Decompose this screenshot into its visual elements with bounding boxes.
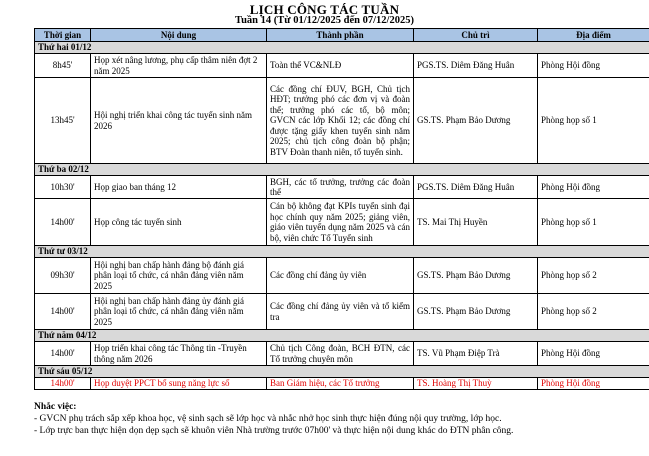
table-row bbox=[35, 54, 649, 78]
event-place: Phòng họp số 2 bbox=[538, 258, 649, 294]
event-participants: Các đồng chí đảng ủy viên bbox=[267, 258, 414, 294]
event-time: 14h00' bbox=[35, 199, 91, 246]
event-time: 8h45' bbox=[35, 54, 91, 78]
day-label: Thứ sáu 05/12 bbox=[35, 366, 649, 378]
day-label: Thứ năm 04/12 bbox=[35, 330, 649, 342]
event-chair: GS.TS. Phạm Bảo Dương bbox=[414, 78, 538, 164]
table-row bbox=[35, 176, 649, 199]
day-label: Thứ ba 02/12 bbox=[35, 164, 649, 176]
table-header-row bbox=[35, 29, 649, 42]
event-chair: PGS.TS. Diêm Đăng Huân bbox=[414, 176, 538, 199]
reminder-item: - GVCN phụ trách sắp xếp khoa học, vệ sinh sạch sẽ lớp học và nhắc nhở học sinh thực hiện đúng nội quy trường, lớp học. bbox=[34, 414, 502, 424]
reminder-item: - Lớp trực ban thực hiện dọn dẹp sạch sẽ khuôn viên Nhà trường trước 07h00' và thực hiện nội dung khác do ĐTN phân công. bbox=[34, 426, 514, 436]
event-time: 14h00' bbox=[35, 342, 91, 366]
week-subtitle: Tuần 14 (Từ 01/12/2025 đến 07/12/2025) bbox=[235, 15, 414, 26]
day-label: Thứ hai 01/12 bbox=[35, 42, 649, 54]
event-chair: TS. Mai Thị Huyền bbox=[414, 199, 538, 246]
event-content: Hội nghị ban chấp hành đảng bộ đánh giá phân loại tổ chức, cá nhân đảng viên năm 2025 bbox=[91, 258, 267, 294]
schedule-table bbox=[34, 28, 649, 390]
event-content: Hội nghị ban chấp hành đảng ủy đánh giá phân loại tổ chức, cá nhân đảng viên năm 2025 bbox=[91, 294, 267, 330]
event-content: Họp công tác tuyển sinh bbox=[91, 199, 267, 246]
event-chair: GS.TS. Phạm Bảo Dương bbox=[414, 294, 538, 330]
event-participants: Các đồng chí đảng ủy viên và tổ kiểm tra bbox=[267, 294, 414, 330]
event-content: Họp triển khai công tác Thông tin -Truyền thông năm 2026 bbox=[91, 342, 267, 366]
table-row bbox=[35, 294, 649, 330]
event-place: Phòng Hội đồng bbox=[538, 176, 649, 199]
event-content: Họp giao ban tháng 12 bbox=[91, 176, 267, 199]
event-chair: TS. Hoàng Thị Thuỳ bbox=[414, 378, 538, 390]
event-participants: Ban Giám hiệu, các Tổ trưởng bbox=[267, 378, 414, 390]
event-time: 14h00' bbox=[35, 378, 91, 390]
event-content: Họp duyệt PPCT bổ sung năng lực số bbox=[91, 378, 267, 390]
table-row-highlighted bbox=[35, 378, 649, 390]
event-time: 09h30' bbox=[35, 258, 91, 294]
day-row-tuesday bbox=[35, 164, 649, 176]
event-place: Phòng họp số 1 bbox=[538, 199, 649, 246]
event-place: Phòng họp số 1 bbox=[538, 78, 649, 164]
event-time: 14h00' bbox=[35, 294, 91, 330]
table-row bbox=[35, 258, 649, 294]
day-label: Thứ tư 03/12 bbox=[35, 246, 649, 258]
col-header-time: Thời gian bbox=[35, 29, 91, 42]
event-participants: Toàn thể VC&NLĐ bbox=[267, 54, 414, 78]
col-header-participants: Thành phần bbox=[267, 29, 414, 42]
event-content: Họp xét nâng lương, phụ cấp thâm niên đợt 2 năm 2025 bbox=[91, 54, 267, 78]
event-participants: Cán bộ không đạt KPIs tuyển sinh đại học chính quy năm 2025; giảng viên, giáo viên tuyển dụng năm 2025 và cán bộ, viên chức Tổ Tuyển sinh bbox=[267, 199, 414, 246]
col-header-chair: Chủ trì bbox=[414, 29, 538, 42]
day-row-thursday bbox=[35, 330, 649, 342]
event-place: Phòng họp số 2 bbox=[538, 294, 649, 330]
event-chair: GS.TS. Phạm Bảo Dương bbox=[414, 258, 538, 294]
event-participants: Các đồng chí ĐUV, BGH, Chủ tịch HĐT; trưởng phó các đơn vị và đoàn thể; trưởng phó các tổ, bộ môn; GVCN các lớp Khối 12; các đồng chí được tặng giấy khen tuyển sinh năm 2025; chủ tịch công đoàn bộ phận; BTV Đoàn thanh niên, tổ tuyển sinh. bbox=[267, 78, 414, 164]
day-row-friday bbox=[35, 366, 649, 378]
event-time: 13h45' bbox=[35, 78, 91, 164]
event-place: Phòng Hội đồng bbox=[538, 378, 649, 390]
table-row bbox=[35, 199, 649, 246]
event-chair: PGS.TS. Diêm Đăng Huân bbox=[414, 54, 538, 78]
reminders-section bbox=[34, 401, 646, 437]
event-place: Phòng Hội đồng bbox=[538, 54, 649, 78]
event-time: 10h30' bbox=[35, 176, 91, 199]
event-chair: TS. Vũ Phạm Điệp Trà bbox=[414, 342, 538, 366]
event-participants: BGH, các tổ trưởng, trưởng các đoàn thể bbox=[267, 176, 414, 199]
table-row bbox=[35, 342, 649, 366]
day-row-monday bbox=[35, 42, 649, 54]
table-row bbox=[35, 78, 649, 164]
event-content: Hội nghị triển khai công tác tuyển sinh năm 2026 bbox=[91, 78, 267, 164]
page-title: LỊCH CÔNG TÁC TUẦN bbox=[249, 2, 400, 17]
col-header-place: Địa điểm bbox=[538, 29, 649, 42]
day-row-wednesday bbox=[35, 246, 649, 258]
reminders-title: Nhắc việc: bbox=[34, 402, 77, 412]
event-participants: Chủ tịch Công đoàn, BCH ĐTN, các Tổ trưởng chuyên môn bbox=[267, 342, 414, 366]
event-place: Phòng Hội đồng bbox=[538, 342, 649, 366]
col-header-content: Nội dung bbox=[91, 29, 267, 42]
